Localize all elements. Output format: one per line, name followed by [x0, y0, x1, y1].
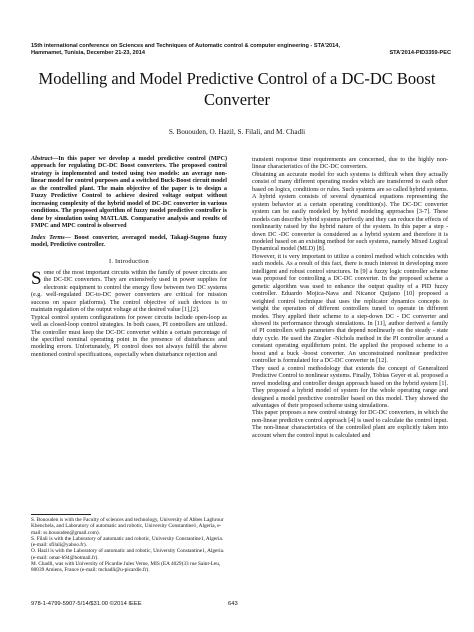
index-terms-text: — Boost converter, averaged model, Takagi-Sugeno fuzzy model, Predictive controller. [31, 234, 227, 248]
right-paragraph-4: They used a control methodology that extends the concept of Generalized Predictive Control to nonlinear systems. Finally, Tobias Geyer et al. proposed a novel modeling and controller design approach based on the hybrid system [1]. They proposed a hybrid model of system for the whole operating range and designed a model predictive controller based on this model. They showed the advantages of their proposed scheme using simulations. [252, 365, 448, 409]
author-list: S. Bououden, O. Hazil, S. Filali, and M. Chadli [168, 128, 306, 136]
right-paragraph-1: transient response time requirements are concerned, due to the highly non-linear characteristics of the DC-DC converters. [252, 157, 448, 171]
drop-cap: S [31, 267, 42, 289]
right-column [252, 157, 448, 440]
intro-text: ome of the most important circuits within the family of power circuits are the DC-DC converters. They are extensively used in power supplies for electronic equipment to control the energy flow between two DC systems (e.g. well-regulated DC-to-DC power converters are critical for mission success on space platforms). The control objective of such devices is to maintain regulation of the output voltage at the desired value [1],[2]. [31, 269, 227, 314]
footnote-3: O. Hazil is with the Laboratory of automatic and robotic, University Constantine1, Algeria. (e-mail: omar-h94@hotmail.fr). [31, 548, 225, 561]
right-paragraph-5: This paper proposes a new control strategy for DC-DC converters, in which the non-linear predictive control approach [4] is used to calculate the control input. The non-linear characteristics of the controlled plant are explicitly taken into account when the control input is calculated and [252, 410, 448, 439]
footnote-4: M. Chadli, was with University of Picardie Jules Verne, MIS (EA 4029)33 rue Saint-Leu, 80039 Amiens, France (e-mail: mchadli@u-picardie.fr). [31, 561, 221, 574]
index-terms [31, 235, 227, 250]
conference-name: 15th international conference on Sciences and Techniques of Automatic control & computer engineering - STA'2014, Hammamet, Tunisia, December 21-23, 2014 [31, 43, 340, 56]
paper-id: STA'2014-PID3359-PEC [389, 50, 451, 56]
abstract [31, 156, 227, 231]
footnote-1: S. Bououden is with the Faculty of sciences and technology, University of Abbes Laghrour Khenchela, and Laboratory of automatic and robotic, University Constantine1, Algeria, e-mail: ss.bououden@gmail.com). [31, 517, 224, 536]
page-number: 643 [228, 601, 238, 607]
paper-title: Modelling and Model Predictive Control of a DC-DC Boost Converter [38, 69, 436, 109]
footnote-divider [31, 514, 91, 515]
index-terms-label: Index Terms [31, 234, 65, 241]
intro-paragraph-2: Typical control system configurations for power circuits include open-loop as well as closed-loop control strategies. In both cases, PI controllers are utilized. The controller must keep the DC-DC converter within a certain percentage of the specified nominal operating point in the presence of disturbances and modeling errors. Unfortunately, PI control does not always fulfill the above mentioned control specifications, especially when disturbance rejection and [31, 314, 227, 358]
right-paragraph-3: However, it is very important to utilize a control method which coincides with such models. As a result of this fact, there is much interest in developing more intelligent and robust control structures. In [9] a fuzzy logic controller scheme was proposed for controlling a DC-DC converter. In the proposed scheme a genetic algorithm was used to enhance the output quality of a PID fuzzy controller. Eduardo Mojica-Nava and Nicanor Quijano [10] proposed a weighted control technique that uses the replicator dynamics concepts to weight the operation of different controllers tuned to operate in different modes. They applied their scheme to a step-down DC - DC converter and showed its performance through simulations. In [11], author derived a family of PI controllers with parameters that depend nonlinearly on the steady - state duty cycle. He used the Ziegler -Nichols method in the PI controller around a constant operating equilibrium point. He applied the proposed scheme to a boost and a buck -boost converter. An unconstrained nonlinear predictive controller is formulated for a DC-DC converter in [12]. [252, 253, 448, 365]
intro-paragraph-1 [31, 267, 227, 315]
footnote-2: S. Filali is with the Laboratory of automatic and robotic, University Constantine1, Algeria. (e-mail: sfilali@yahoo.fr). [31, 535, 224, 549]
section-heading-introduction: I. Introduction [109, 258, 149, 266]
right-paragraph-2: Obtaining an accurate model for such systems is difficult when they actually consist of many different operating modes which are transferred to each other based on logics, conditions or rules. Such systems are so called hybrid systems. A hybrid system consists of several dynamical equations representing the system behavior at a certain operating condition(s). The DC-DC converter system can be easily modeled by hybrid modeling approaches [3-7]. These models can describe hybrid systems perfectly and they can reduce the effects of nonlinearity raised by the hybrid nature of the system. In this paper a step -down DC -DC converter is considered as a hybrid system and therefore it is modeled based on an existing method for such systems, namely Mixed Logical Dynamical model (MLD) [8]. [252, 171, 448, 253]
abstract-label: Abstract [31, 156, 53, 162]
footnotes [31, 517, 227, 574]
isbn-line: 978-1-4799-5907-5/14/$31.00 ©2014 IEEE [31, 601, 142, 607]
abstract-text: —In this paper we develop a model predictive control (MPC) approach for regulating DC-DC Boost converters. The proposed control strategy is implemented and tested using two models: an average non-linear model for control purposes and a switched Buck-Boost circuit model as the controlled plant. The main objective of the paper is to design a Fuzzy Predictive Control to achieve desired voltage output without increasing complexity of the hybrid model of DC-DC converter in various conditions. The proposed algorithm of fuzzy model predictive controller is done by simulation using MATLAB. Comparative analysis and results of FMPC and MPC control is observed [31, 156, 227, 230]
left-column [31, 156, 227, 359]
